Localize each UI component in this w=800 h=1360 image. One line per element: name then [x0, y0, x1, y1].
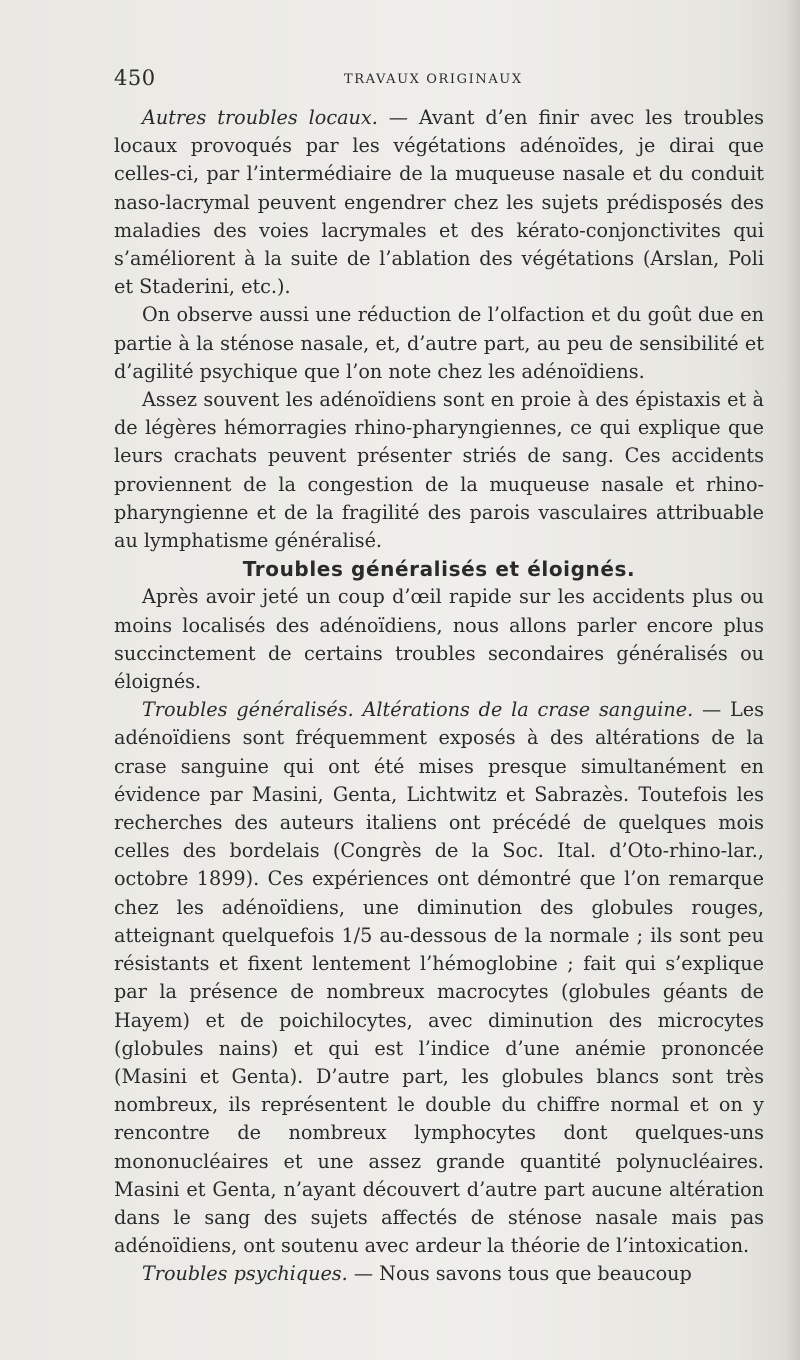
paragraph-autres-troubles-locaux — [114, 104, 764, 301]
paragraph-olfaction: On observe aussi une réduction de l’olfaction et du goût due en partie à la sténose nasale, et, d’autre part, au peu de sensibilité et d’agilité psychique que l’on note chez les adénoïdiens. — [114, 303, 764, 383]
page-header — [114, 66, 764, 96]
page-spine-shadow — [786, 0, 800, 1360]
paragraph-troubles-psychiques — [114, 1260, 764, 1288]
running-head: TRAVAUX ORIGINAUX — [344, 72, 523, 87]
paragraph-apres-avoir: Après avoir jeté un coup d’œil rapide sur les accidents plus ou moins localisés des adénoïdiens, nous allons parler encore plus succinctement de certains troubles secondaires généralisés ou éloignés. — [114, 585, 764, 694]
paragraph-lead-italic: Troubles psychiques. — [142, 1262, 348, 1286]
page-number: 450 — [114, 66, 156, 90]
paragraph-text: — Les adénoïdiens sont fréquemment exposés à des altérations de la crase sanguine qui ont été mises presque simultanément en évidence par Masini, Genta, Lichtwitz et Sabrazès. Toutefois les recherches des auteurs italiens ont précédé de quelques mois celles des bordelais (Congrès de la Soc. Ital. d’Oto-rhino-lar., octobre 1899). Ces expériences ont démontré que l’on remarque chez les adénoïdiens, une diminution des globules rouges, atteignant quelquefois 1/5 au-dessous de la normale ; ils sont peu résistants et fixent lentement l’hémoglobine ; fait qui s’explique par la présence de nombreux macrocytes (globules géants de Hayem) et de poichilocytes, avec diminution des microcytes (globules nains) et qui est l’indice d’une anémie prononcée (Masini et Genta). D’autre part, les globules blancs sont très nombreux, ils représentent le double du chiffre normal et on y rencontre de nombreux lymphocytes dont quelques-uns mononucléaires et une assez grande quantité polynucléaires. Masini et Genta, n’ayant découvert d’autre part aucune altération dans le sang des sujets affectés de sténose nasale mais pas adénoïdiens, ont soutenu avec ardeur la théorie de l’intoxication. — [114, 698, 764, 1258]
paragraph-crase-sanguine — [114, 696, 764, 1260]
body-text — [114, 104, 764, 1289]
paragraph-text: — Avant d’en finir avec les troubles locaux provoqués par les végétations adénoïdes, je dirai que celles-ci, par l’intermédiaire de la muqueuse nasale et du conduit naso-lacrymal peuvent engendrer chez les sujets prédisposés des maladies des voies lacrymales et des kérato-conjonctivites qui s’améliorent à la suite de l’ablation des végétations (Arslan, Poli et Staderini, etc.). — [114, 106, 765, 299]
section-title: Troubles généralisés et éloignés. — [242, 557, 636, 582]
paragraph-epistaxis: Assez souvent les adénoïdiens sont en proie à des épistaxis et à de légères hémorragies rhino-pharyngiennes, ce qui explique que leurs crachats peuvent présenter striés de sang. Ces accidents proviennent de la congestion de la muqueuse nasale et rhino-pharyngienne et de la fragilité des parois vasculaires attribuable au lymphatisme généralisé. — [114, 388, 764, 553]
paragraph-lead-italic: Troubles généralisés. Altérations de la crase sanguine. — [142, 698, 694, 722]
paragraph-lead-italic: Autres troubles locaux. — [142, 106, 378, 129]
paragraph-text: — Nous savons tous que beaucoup — [347, 1262, 692, 1286]
